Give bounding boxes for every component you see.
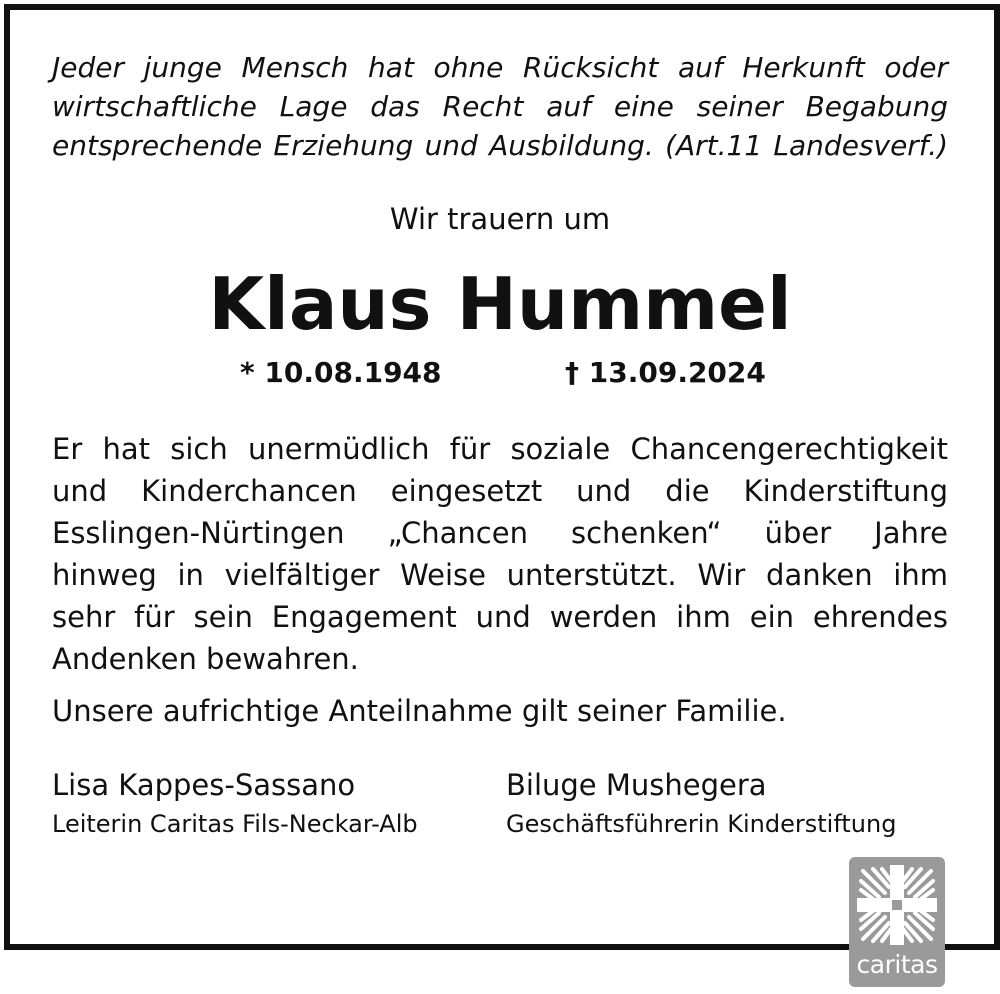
quote-line: Jeder junge Mensch hat ohne Rücksicht auf Herkunft oder bbox=[52, 51, 948, 84]
tribute-line: Andenken bewahren. bbox=[52, 642, 359, 676]
tribute-text bbox=[52, 428, 948, 680]
quote-line: entsprechende Erziehung und Ausbildung. (Art.11 Landesverf.) bbox=[52, 129, 948, 162]
quote-line: wirtschaftliche Lage das Recht auf eine seiner Begabung bbox=[52, 90, 948, 123]
condolence-text: Unsere aufrichtige Anteilnahme gilt seiner Familie. bbox=[52, 694, 787, 728]
constitution-quote bbox=[52, 48, 948, 165]
signatory-role: Leiterin Caritas Fils-Neckar-Alb bbox=[52, 810, 418, 838]
deceased-name: Klaus Hummel bbox=[208, 262, 792, 346]
tribute-line: sehr für sein Engagement und werden ihm ein ehrendes bbox=[52, 600, 948, 634]
birth-date: * 10.08.1948 bbox=[240, 356, 442, 389]
tribute-line: Esslingen-Nürtingen „Chancen schenken“ über Jahre bbox=[52, 516, 948, 550]
caritas-logo bbox=[849, 857, 945, 987]
signatory-name: Biluge Mushegera bbox=[506, 768, 767, 802]
signatory-name: Lisa Kappes-Sassano bbox=[52, 768, 356, 802]
tribute-line: und Kinderchancen eingesetzt und die Kinderstiftung bbox=[52, 474, 948, 508]
signatory-role: Geschäftsführerin Kinderstiftung bbox=[506, 810, 897, 838]
caritas-cross-icon bbox=[849, 857, 945, 953]
tribute-line: Er hat sich unermüdlich für soziale Chancengerechtigkeit bbox=[52, 432, 948, 466]
tribute-line: hinweg in vielfältiger Weise unterstützt. Wir danken ihm bbox=[52, 558, 948, 592]
caritas-wordmark: caritas bbox=[856, 950, 938, 979]
death-date: † 13.09.2024 bbox=[565, 356, 766, 389]
mourning-intro: Wir trauern um bbox=[389, 202, 611, 236]
